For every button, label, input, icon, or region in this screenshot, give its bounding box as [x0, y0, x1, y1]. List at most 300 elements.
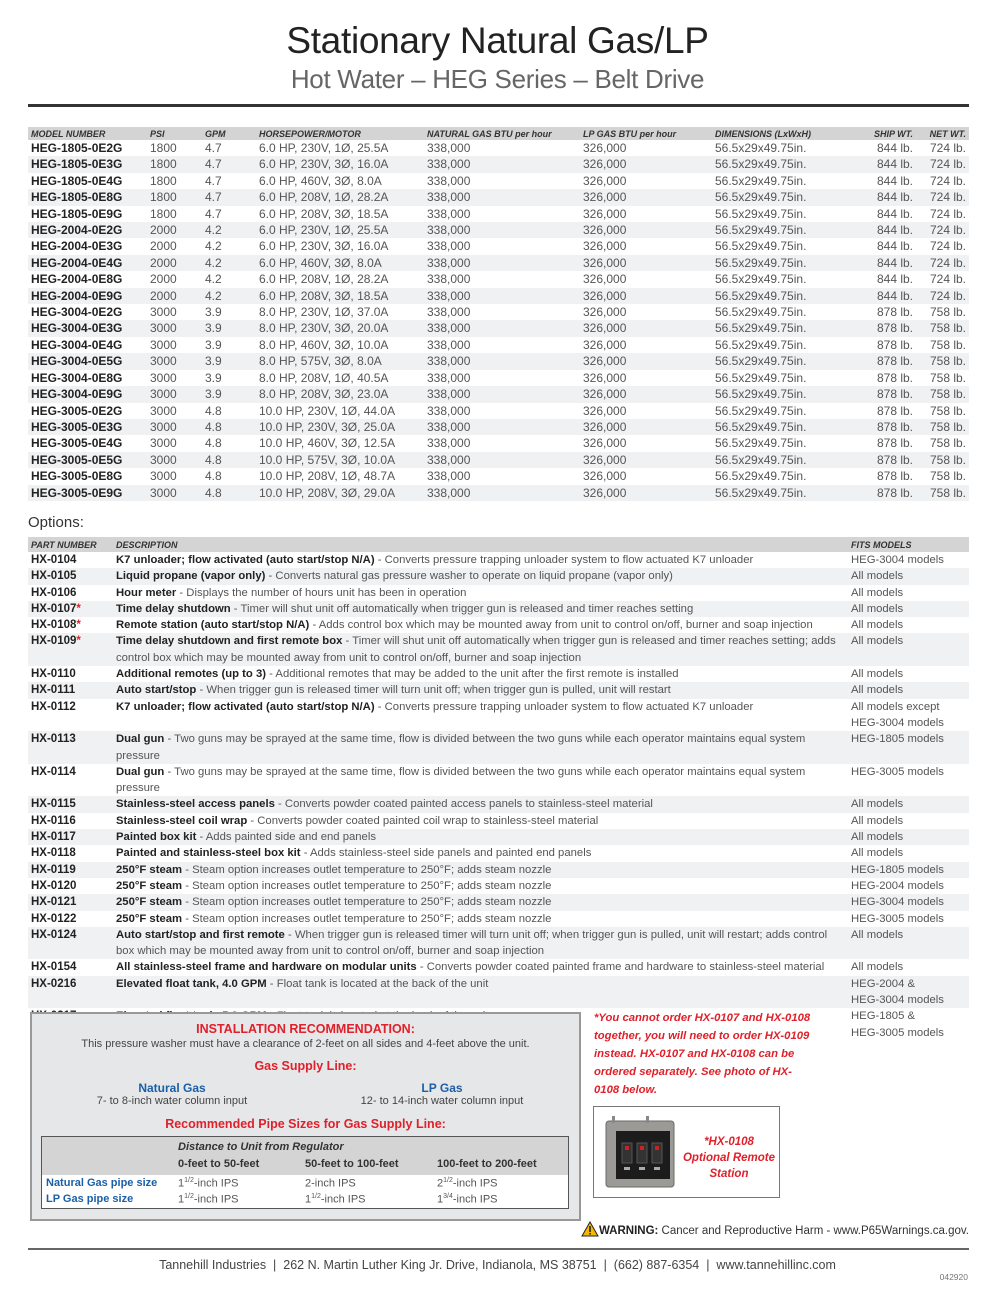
spec-cell: 878 lb. [852, 353, 916, 369]
option-name: 250°F steam [116, 912, 183, 925]
option-name: Hour meter [116, 586, 177, 599]
spec-cell: 4.7 [205, 173, 222, 188]
fits-models-line: HEG-3005 models [851, 1026, 944, 1039]
spec-table-row [28, 485, 969, 501]
pipe-size-whole: 1 [178, 1193, 185, 1206]
spec-table-row [28, 353, 969, 369]
document-code: 042920 [939, 1272, 968, 1282]
option-name: Auto start/stop and first remote [116, 928, 285, 941]
spec-cell: 338,000 [424, 386, 580, 402]
spec-cell: 1800 [150, 141, 177, 155]
spec-cell: 2000 [147, 288, 202, 304]
part-number [28, 601, 113, 617]
distance-column-header: 50-feet to 100-feet [305, 1158, 399, 1170]
option-row [28, 552, 969, 568]
part-number [28, 878, 113, 894]
pipe-size-value [178, 1177, 239, 1190]
part-number-text: HX-0117 [31, 831, 76, 844]
model-number: HEG-3005-0E9G [28, 485, 147, 501]
option-row [28, 764, 969, 797]
spec-cell: 3000 [147, 320, 202, 336]
option-row [28, 568, 969, 584]
pipe-size-fraction: 1/2 [184, 1177, 194, 1184]
spec-cell: 724 lb. [929, 239, 966, 254]
company-name: Tannehill Industries [159, 1258, 267, 1272]
fits-models [848, 796, 969, 812]
model-number: HEG-3005-0E3G [28, 419, 147, 435]
model-number: HEG-1805-0E9G [31, 206, 123, 221]
fits-models-line: HEG-3004 models [851, 554, 944, 566]
option-name: Elevated float tank, 4.0 GPM [116, 977, 267, 990]
distance-label: Distance to Unit from Regulator [178, 1141, 344, 1153]
spec-cell: 56.5x29x49.75in. [712, 288, 852, 304]
spec-table-row [28, 403, 969, 419]
spec-cell: 338,000 [424, 189, 580, 205]
spec-cell: 758 lb. [929, 337, 966, 352]
option-description [113, 699, 848, 732]
option-description [113, 976, 848, 1009]
spec-cell: 338,000 [424, 288, 580, 304]
fits-models [848, 601, 969, 617]
spec-cell: 3000 [150, 436, 177, 451]
part-number-text: HX-0110 [31, 668, 76, 681]
model-number: HEG-2004-0E2G [28, 222, 147, 238]
spec-cell: 3.9 [202, 386, 256, 402]
option-row [28, 731, 969, 764]
spec-cell: 758 lb. [929, 370, 966, 385]
spec-cell: 6.0 HP, 208V, 1Ø, 28.2A [259, 272, 389, 287]
spec-cell: 56.5x29x49.75in. [712, 156, 852, 172]
spec-cell: 338,000 [424, 419, 580, 435]
spec-cell: 844 lb. [876, 272, 913, 287]
spec-cell: 6.0 HP, 230V, 3Ø, 16.0A [259, 239, 389, 254]
spec-cell: 724 lb. [929, 206, 966, 221]
spec-column-header: LP GAS BTU per hour [580, 127, 712, 140]
spec-cell: 326,000 [583, 469, 627, 484]
option-description [113, 878, 848, 894]
option-name: Remote station (auto start/stop N/A) [116, 619, 310, 632]
spec-column-header: MODEL NUMBER [28, 127, 147, 140]
gas-supply-heading: Gas Supply Line: [254, 1059, 357, 1073]
fits-models-line: All models [851, 928, 904, 941]
spec-cell: 338,000 [427, 370, 471, 385]
spec-cell: 1800 [147, 189, 202, 205]
spec-cell: 326,000 [583, 239, 627, 254]
spec-table-row [28, 320, 969, 336]
fits-models-line: HEG-3005 models [851, 765, 944, 778]
spec-cell: 3000 [150, 305, 177, 320]
option-description [113, 862, 848, 878]
part-number [28, 813, 113, 829]
spec-cell: 326,000 [580, 156, 712, 172]
option-description [113, 585, 848, 601]
option-name: 250°F steam [116, 863, 183, 876]
spec-cell: 326,000 [580, 485, 712, 501]
spec-cell: 6.0 HP, 208V, 3Ø, 18.5A [259, 206, 389, 221]
model-number: HEG-3005-0E2G [31, 403, 123, 418]
option-description [113, 796, 848, 812]
spec-cell: 56.5x29x49.75in. [715, 141, 807, 155]
spec-cell: 758 lb. [916, 452, 969, 468]
spec-cell: 758 lb. [916, 419, 969, 435]
footer [0, 1258, 995, 1272]
option-row [28, 633, 969, 666]
fits-models [848, 911, 969, 927]
part-number [28, 894, 113, 910]
spec-cell: 8.0 HP, 208V, 1Ø, 40.5A [259, 370, 389, 385]
model-number: HEG-3004-0E8G [31, 370, 123, 385]
spec-cell: 724 lb. [929, 173, 966, 188]
part-number [28, 699, 113, 732]
company-address: 262 N. Martin Luther King Jr. Drive, Indianola, MS 38751 [283, 1258, 597, 1272]
spec-cell: 10.0 HP, 575V, 3Ø, 10.0A [256, 452, 424, 468]
option-row [28, 682, 969, 698]
spec-cell: 56.5x29x49.75in. [712, 452, 852, 468]
option-description [113, 666, 848, 682]
lp-gas-value: 12- to 14-inch water column input [360, 1095, 524, 1107]
spec-cell: 724 lb. [916, 222, 969, 238]
spec-cell: 8.0 HP, 230V, 3Ø, 20.0A [256, 320, 424, 336]
fits-models-line: All models [851, 668, 904, 681]
spec-table-row [28, 173, 969, 189]
spec-table-row [28, 140, 969, 156]
model-number: HEG-2004-0E3G [31, 239, 123, 254]
footer-separator: | [273, 1258, 277, 1272]
warning-triangle-icon [581, 1221, 599, 1237]
spec-cell: 4.8 [202, 485, 256, 501]
spec-table-row [28, 370, 969, 386]
pipe-size-value [305, 1193, 366, 1206]
part-number-text: HX-0114 [31, 765, 76, 778]
option-row [28, 894, 969, 910]
option-row [28, 976, 969, 1009]
part-number-text: HX-0122 [31, 912, 77, 925]
spec-cell: 878 lb. [876, 305, 913, 320]
option-row [28, 878, 969, 894]
spec-table-row [28, 337, 969, 353]
spec-cell: 338,000 [424, 485, 580, 501]
option-name: Painted and stainless-steel box kit [116, 847, 301, 860]
spec-cell: 338,000 [424, 452, 580, 468]
spec-cell: 1800 [147, 156, 202, 172]
option-row [28, 862, 969, 878]
spec-table-row [28, 304, 969, 320]
fits-models-line: HEG-3004 models [851, 896, 944, 909]
spec-cell: 56.5x29x49.75in. [712, 320, 852, 336]
option-detail: - Steam option increases outlet temperature to 250°F; adds steam nozzle [182, 912, 552, 925]
option-description [113, 894, 848, 910]
fits-models-line: HEG-1805 models [851, 733, 944, 746]
spec-table-row [28, 255, 969, 271]
spec-table-row [28, 206, 969, 222]
warning-text: Cancer and Reproductive Harm - www.P65Warnings.ca.gov. [658, 1225, 969, 1237]
fits-models [848, 845, 969, 861]
model-number: HEG-3004-0E3G [28, 320, 147, 336]
spec-cell: 3000 [150, 337, 177, 352]
option-description [113, 682, 848, 698]
fits-models-line: All models [851, 586, 904, 599]
fits-models-line: All models [851, 684, 904, 697]
spec-cell: 326,000 [583, 141, 627, 155]
model-number: HEG-1805-0E4G [31, 173, 123, 188]
option-row [28, 959, 969, 975]
option-name: Stainless-steel coil wrap [116, 814, 248, 827]
option-row [28, 911, 969, 927]
model-number: HEG-2004-0E9G [28, 288, 147, 304]
spec-table-row [28, 222, 969, 238]
part-number [28, 617, 113, 633]
fits-models-line: All models [851, 635, 904, 648]
spec-cell: 844 lb. [876, 239, 913, 254]
spec-cell: 844 lb. [852, 288, 916, 304]
part-number [28, 666, 113, 682]
spec-cell: 2000 [150, 239, 177, 254]
clearance-text: This pressure washer must have a clearance of 2-feet on all sides and 4-feet above the unit. [81, 1038, 530, 1050]
option-detail: - Converts natural gas pressure washer to operate on liquid propane (vapor only) [265, 570, 673, 583]
spec-cell: 3000 [147, 452, 202, 468]
spec-cell: 56.5x29x49.75in. [715, 337, 807, 352]
spec-cell: 878 lb. [852, 386, 916, 402]
spec-cell: 4.8 [202, 419, 256, 435]
spec-cell: 326,000 [580, 320, 712, 336]
spec-cell: 758 lb. [929, 469, 966, 484]
spec-column-header: NET WT. [916, 127, 969, 140]
option-name: Auto start/stop [116, 684, 197, 697]
spec-cell: 4.2 [205, 239, 222, 254]
option-detail: - Converts pressure trapping unloader system to flow actuated K7 unloader [374, 700, 754, 713]
pipe-size-whole: 1 [178, 1177, 185, 1190]
footer-separator: | [706, 1258, 710, 1272]
option-description [113, 617, 848, 633]
part-number-text: HX-0116 [31, 814, 76, 827]
title-divider [28, 104, 969, 107]
option-description [113, 764, 848, 797]
option-name: Stainless-steel access panels [116, 798, 275, 811]
options-column-header: FITS MODELS [848, 537, 969, 552]
spec-cell: 6.0 HP, 208V, 3Ø, 18.5A [256, 288, 424, 304]
option-description [113, 633, 848, 666]
option-row [28, 601, 969, 617]
spec-cell: 56.5x29x49.75in. [715, 469, 807, 484]
spec-column-header: DIMENSIONS (LxWxH) [712, 127, 852, 140]
pipe-size-whole: 1 [437, 1193, 444, 1206]
spec-cell: 878 lb. [876, 469, 913, 484]
spec-cell: 758 lb. [916, 386, 969, 402]
fits-models-line: All models [851, 831, 904, 844]
option-row [28, 666, 969, 682]
installation-heading: INSTALLATION RECOMMENDATION: [196, 1022, 415, 1036]
page-title: Stationary Natural Gas/LP [286, 20, 709, 61]
option-name: Time delay shutdown [116, 602, 231, 615]
spec-cell: 6.0 HP, 230V, 3Ø, 16.0A [256, 156, 424, 172]
part-number-text: HX-0108 [31, 619, 77, 632]
spec-cell: 3000 [147, 386, 202, 402]
fits-models [848, 633, 969, 666]
fits-models-line: HEG-2004 models [851, 879, 944, 892]
part-number-text: HX-0106 [31, 586, 77, 599]
spec-cell: 56.5x29x49.75in. [715, 305, 807, 320]
pipe-size-unit: -inch IPS [452, 1177, 498, 1190]
options-table-header [28, 537, 969, 552]
installation-box [30, 1012, 581, 1221]
spec-cell: 338,000 [424, 222, 580, 238]
spec-cell: 10.0 HP, 460V, 3Ø, 12.5A [259, 436, 396, 451]
spec-cell: 338,000 [427, 403, 471, 418]
model-number: HEG-1805-0E3G [28, 156, 147, 172]
spec-cell: 878 lb. [876, 337, 913, 352]
option-description [113, 829, 848, 845]
spec-cell: 1800 [150, 173, 177, 188]
option-detail: - Displays the number of hours unit has been in operation [176, 586, 467, 599]
spec-cell: 1800 [150, 206, 177, 221]
spec-cell: 3000 [150, 403, 177, 418]
part-number-text: HX-0107 [31, 602, 77, 615]
spec-cell: 4.2 [202, 222, 256, 238]
remote-station-photo-box [593, 1106, 780, 1198]
option-description [113, 959, 848, 975]
remote-station-photo [602, 1113, 682, 1193]
pipe-size-fraction: 1/2 [443, 1177, 453, 1184]
part-number-text: HX-0111 [31, 684, 76, 697]
fits-models [848, 829, 969, 845]
part-number [28, 959, 113, 975]
option-name: Time delay shutdown and first remote box [116, 635, 343, 648]
option-name: All stainless-steel frame and hardware on modular units [116, 961, 417, 974]
spec-cell: 724 lb. [916, 156, 969, 172]
spec-cell: 338,000 [427, 305, 471, 320]
fits-models-line: HEG-1805 & [851, 1010, 916, 1023]
option-row [28, 699, 969, 732]
option-row [28, 813, 969, 829]
part-number [28, 976, 113, 1009]
spec-cell: 338,000 [427, 272, 471, 287]
part-number [28, 927, 113, 960]
spec-cell: 56.5x29x49.75in. [712, 386, 852, 402]
pipe-size-fraction: 1/2 [311, 1193, 321, 1200]
pipe-size-unit: -inch IPS [193, 1177, 239, 1190]
part-number [28, 731, 113, 764]
spec-cell: 3.9 [205, 305, 222, 320]
spec-cell: 56.5x29x49.75in. [715, 173, 807, 188]
page-subtitle: Hot Water – HEG Series – Belt Drive [290, 64, 705, 94]
natural-gas-label: Natural Gas [138, 1081, 206, 1095]
pipe-row-label: Natural Gas pipe size [46, 1177, 158, 1189]
model-number: HEG-3004-0E4G [31, 337, 123, 352]
spec-cell: 338,000 [427, 141, 471, 155]
spec-cell: 844 lb. [876, 173, 913, 188]
option-row [28, 585, 969, 601]
spec-cell: 724 lb. [929, 141, 966, 155]
spec-cell: 3.9 [202, 320, 256, 336]
fits-models [848, 1008, 969, 1041]
spec-cell: 4.8 [202, 452, 256, 468]
spec-cell: 338,000 [424, 353, 580, 369]
part-number [28, 633, 113, 666]
spec-cell: 4.8 [205, 469, 222, 484]
spec-cell: 724 lb. [916, 255, 969, 271]
company-website[interactable]: www.tannehillinc.com [716, 1258, 836, 1272]
pipe-size-whole: 1 [305, 1193, 312, 1206]
option-description [113, 568, 848, 584]
spec-cell: 724 lb. [929, 272, 966, 287]
fits-models [848, 585, 969, 601]
spec-cell: 878 lb. [852, 419, 916, 435]
option-row [28, 796, 969, 812]
spec-cell: 844 lb. [852, 189, 916, 205]
part-number-text: HX-0104 [31, 554, 77, 566]
spec-cell: 758 lb. [916, 353, 969, 369]
fits-models-line: All models [851, 847, 904, 860]
pipe-size-value [305, 1177, 356, 1190]
spec-cell: 56.5x29x49.75in. [715, 370, 807, 385]
spec-cell: 338,000 [427, 239, 471, 254]
asterisk-mark: * [76, 619, 81, 632]
option-detail: - When trigger gun is released timer will turn unit off; when trigger gun is pulled, unit will restart [196, 684, 671, 697]
spec-cell: 56.5x29x49.75in. [712, 353, 852, 369]
fits-models-line: HEG-3005 models [851, 912, 944, 925]
natural-gas-value: 7- to 8-inch water column input [96, 1095, 248, 1107]
fits-models [848, 976, 969, 1009]
spec-cell: 338,000 [427, 173, 471, 188]
options-column-header: DESCRIPTION [113, 537, 848, 552]
spec-cell: 326,000 [580, 222, 712, 238]
option-detail: - Converts pressure trapping unloader system to flow actuated K7 unloader [374, 554, 754, 566]
spec-cell: 8.0 HP, 460V, 3Ø, 10.0A [259, 337, 389, 352]
option-detail: - Converts powder coated painted access panels to stainless-steel material [274, 798, 653, 811]
option-row [28, 845, 969, 861]
model-number: HEG-3004-0E9G [28, 386, 147, 402]
spec-table-row [28, 156, 969, 172]
fits-models [848, 552, 969, 568]
prop65-warning [581, 1221, 969, 1237]
pipe-size-value [178, 1193, 239, 1206]
fits-models [848, 862, 969, 878]
spec-cell: 8.0 HP, 575V, 3Ø, 8.0A [256, 353, 424, 369]
fits-models [848, 878, 969, 894]
spec-cell: 56.5x29x49.75in. [715, 436, 807, 451]
fits-models-line: HEG-2004 & [851, 977, 916, 990]
fits-models [848, 813, 969, 829]
spec-cell: 56.5x29x49.75in. [712, 222, 852, 238]
options-title: Options: [28, 514, 84, 531]
pipe-size-fraction: 1/2 [184, 1193, 194, 1200]
spec-cell: 3.9 [205, 337, 222, 352]
spec-cell: 4.7 [205, 141, 222, 155]
spec-cell: 2000 [147, 255, 202, 271]
option-description [113, 601, 848, 617]
spec-cell: 326,000 [580, 386, 712, 402]
pipe-row-label: LP Gas pipe size [46, 1193, 134, 1205]
option-detail: - Float tank is located at the back of the unit [266, 977, 489, 990]
option-row [28, 829, 969, 845]
spec-cell: 56.5x29x49.75in. [715, 272, 807, 287]
options-column-header: PART NUMBER [28, 537, 113, 552]
option-detail: - Two guns may be sprayed at the same time, flow is divided between the two guns while each operator maintains equal system pressure [116, 765, 806, 795]
spec-cell: 326,000 [583, 272, 627, 287]
photo-caption-line: *HX-0108 [704, 1136, 754, 1148]
fits-models-line: All models except [851, 700, 940, 713]
spec-cell: 338,000 [424, 320, 580, 336]
option-detail: - Timer will shut unit off automatically when trigger gun is released and timer reaches setting [230, 602, 694, 615]
option-detail: - Steam option increases outlet temperature to 250°F; adds steam nozzle [182, 863, 552, 876]
spec-cell: 758 lb. [929, 436, 966, 451]
part-number-text: HX-0121 [31, 896, 77, 909]
model-number: HEG-3004-0E5G [28, 353, 147, 369]
lp-gas-block [342, 1081, 542, 1107]
pipe-size-value [437, 1193, 498, 1206]
spec-column-header: HORSEPOWER/MOTOR [256, 127, 424, 140]
spec-cell: 844 lb. [876, 141, 913, 155]
